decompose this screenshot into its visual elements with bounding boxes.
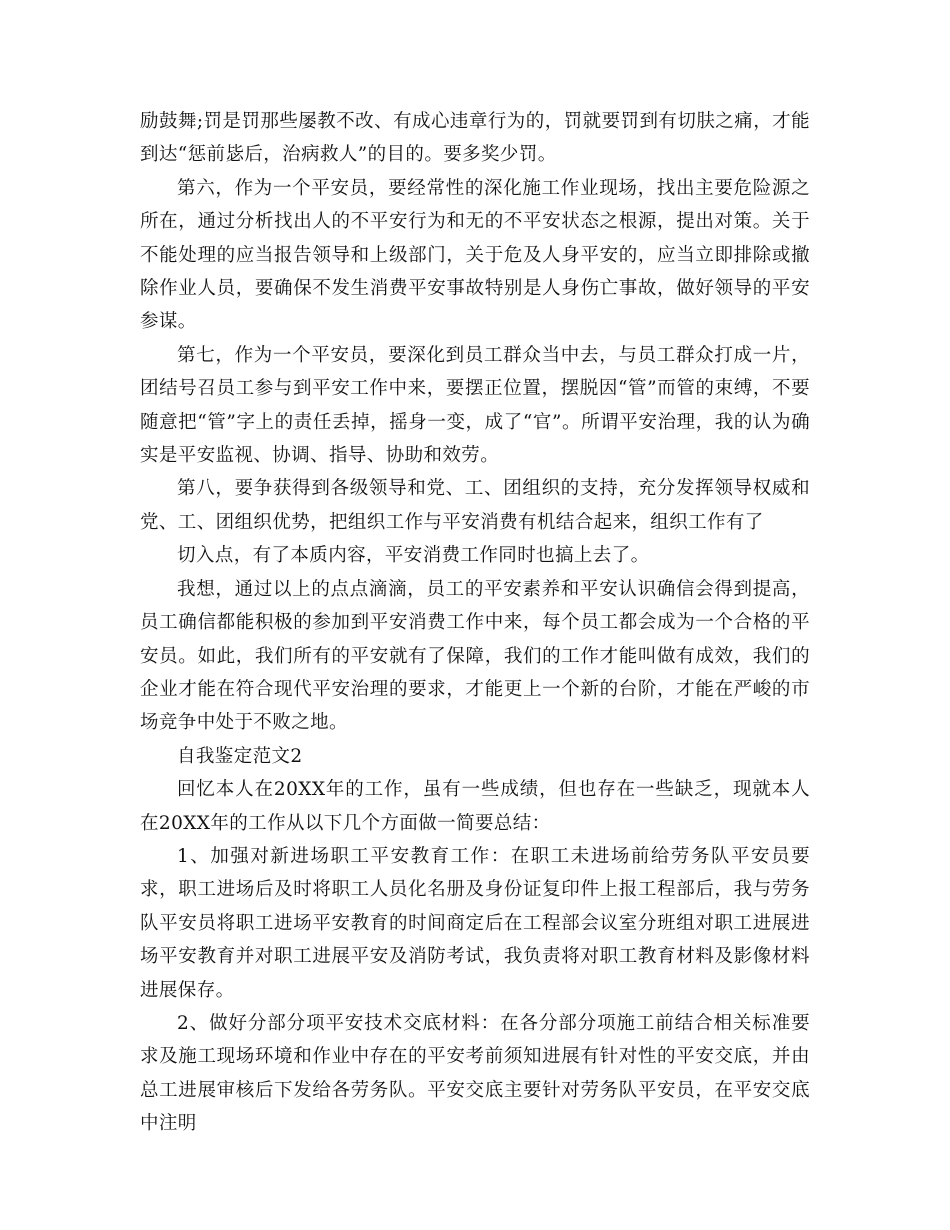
paragraph-8: 1、加强对新进场职工平安教育工作：在职工未进场前给劳务队平安员要求，职工进场后及时将职工人员化名册及身份证复印件上报工程部后，我与劳务队平安员将职工进场平安教育的时间商定后在工程部会议室分班组对职工进展进场平安教育并对职工进展平安及消防考试，我负责将对职工教育材料及影像材料进展保存。 — [140, 845, 810, 1001]
paragraph-7: 回忆本人在20XX年的工作，虽有一些成绩，但也存在一些缺乏，现就本人在20XX年的工作从以下几个方面做一简要总结： — [140, 779, 810, 834]
section-heading: 自我鉴定范文2 — [177, 745, 303, 767]
paragraph-3: 第七，作为一个平安员，要深化到员工群众当中去，与员工群众打成一片，团结号召员工参与到平安工作中来，要摆正位置，摆脱因“管”而管的束缚，不要随意把“管”字上的责任丢掉，摇身一变，成了“官”。所谓平安治理，我的认为确实是平安监视、协调、指导、协助和效劳。 — [140, 344, 810, 467]
paragraph-1: 励鼓舞;罚是罚那些屡教不改、有成心违章行为的，罚就要罚到有切肤之痛，才能到达“惩前毖后，治病救人”的目的。要多奖少罚。 — [140, 111, 810, 166]
paragraph-9: 2、做好分部分项平安技术交底材料：在各分部分项施工前结合相关标准要求及施工现场环境和作业中存在的平安考前须知进展有针对性的平安交底，并由总工进展审核后下发给各劳务队。平安交底主要针对劳务队平安员，在平安交底中注明 — [140, 1012, 810, 1135]
paragraph-2: 第六，作为一个平安员，要经常性的深化施工作业现场，找出主要危险源之所在，通过分析找出人的不平安行为和无的不平安状态之根源，提出对策。关于不能处理的应当报告领导和上级部门，关于危及人身平安的，应当立即排除或撤除作业人员，要确保不发生消费平安事故特别是人身伤亡事故，做好领导的平安参谋。 — [140, 177, 810, 333]
paragraph-5: 切入点，有了本质内容，平安消费工作同时也搞上去了。 — [177, 545, 650, 567]
paragraph-6: 我想，通过以上的点点滴滴，员工的平安素养和平安认识确信会得到提高，员工确信都能积极的参加到平安消费工作中来，每个员工都会成为一个合格的平安员。如此，我们所有的平安就有了保障，我们的工作才能叫做有成效，我们的企业才能在符合现代平安治理的要求，才能更上一个新的台阶，才能在严峻的市场竞争中处于不败之地。 — [140, 578, 810, 734]
paragraph-4: 第八，要争获得到各级领导和党、工、团组织的支持，充分发挥领导权威和党、工、团组织优势，把组织工作与平安消费有机结合起来，组织工作有了 — [140, 478, 810, 533]
